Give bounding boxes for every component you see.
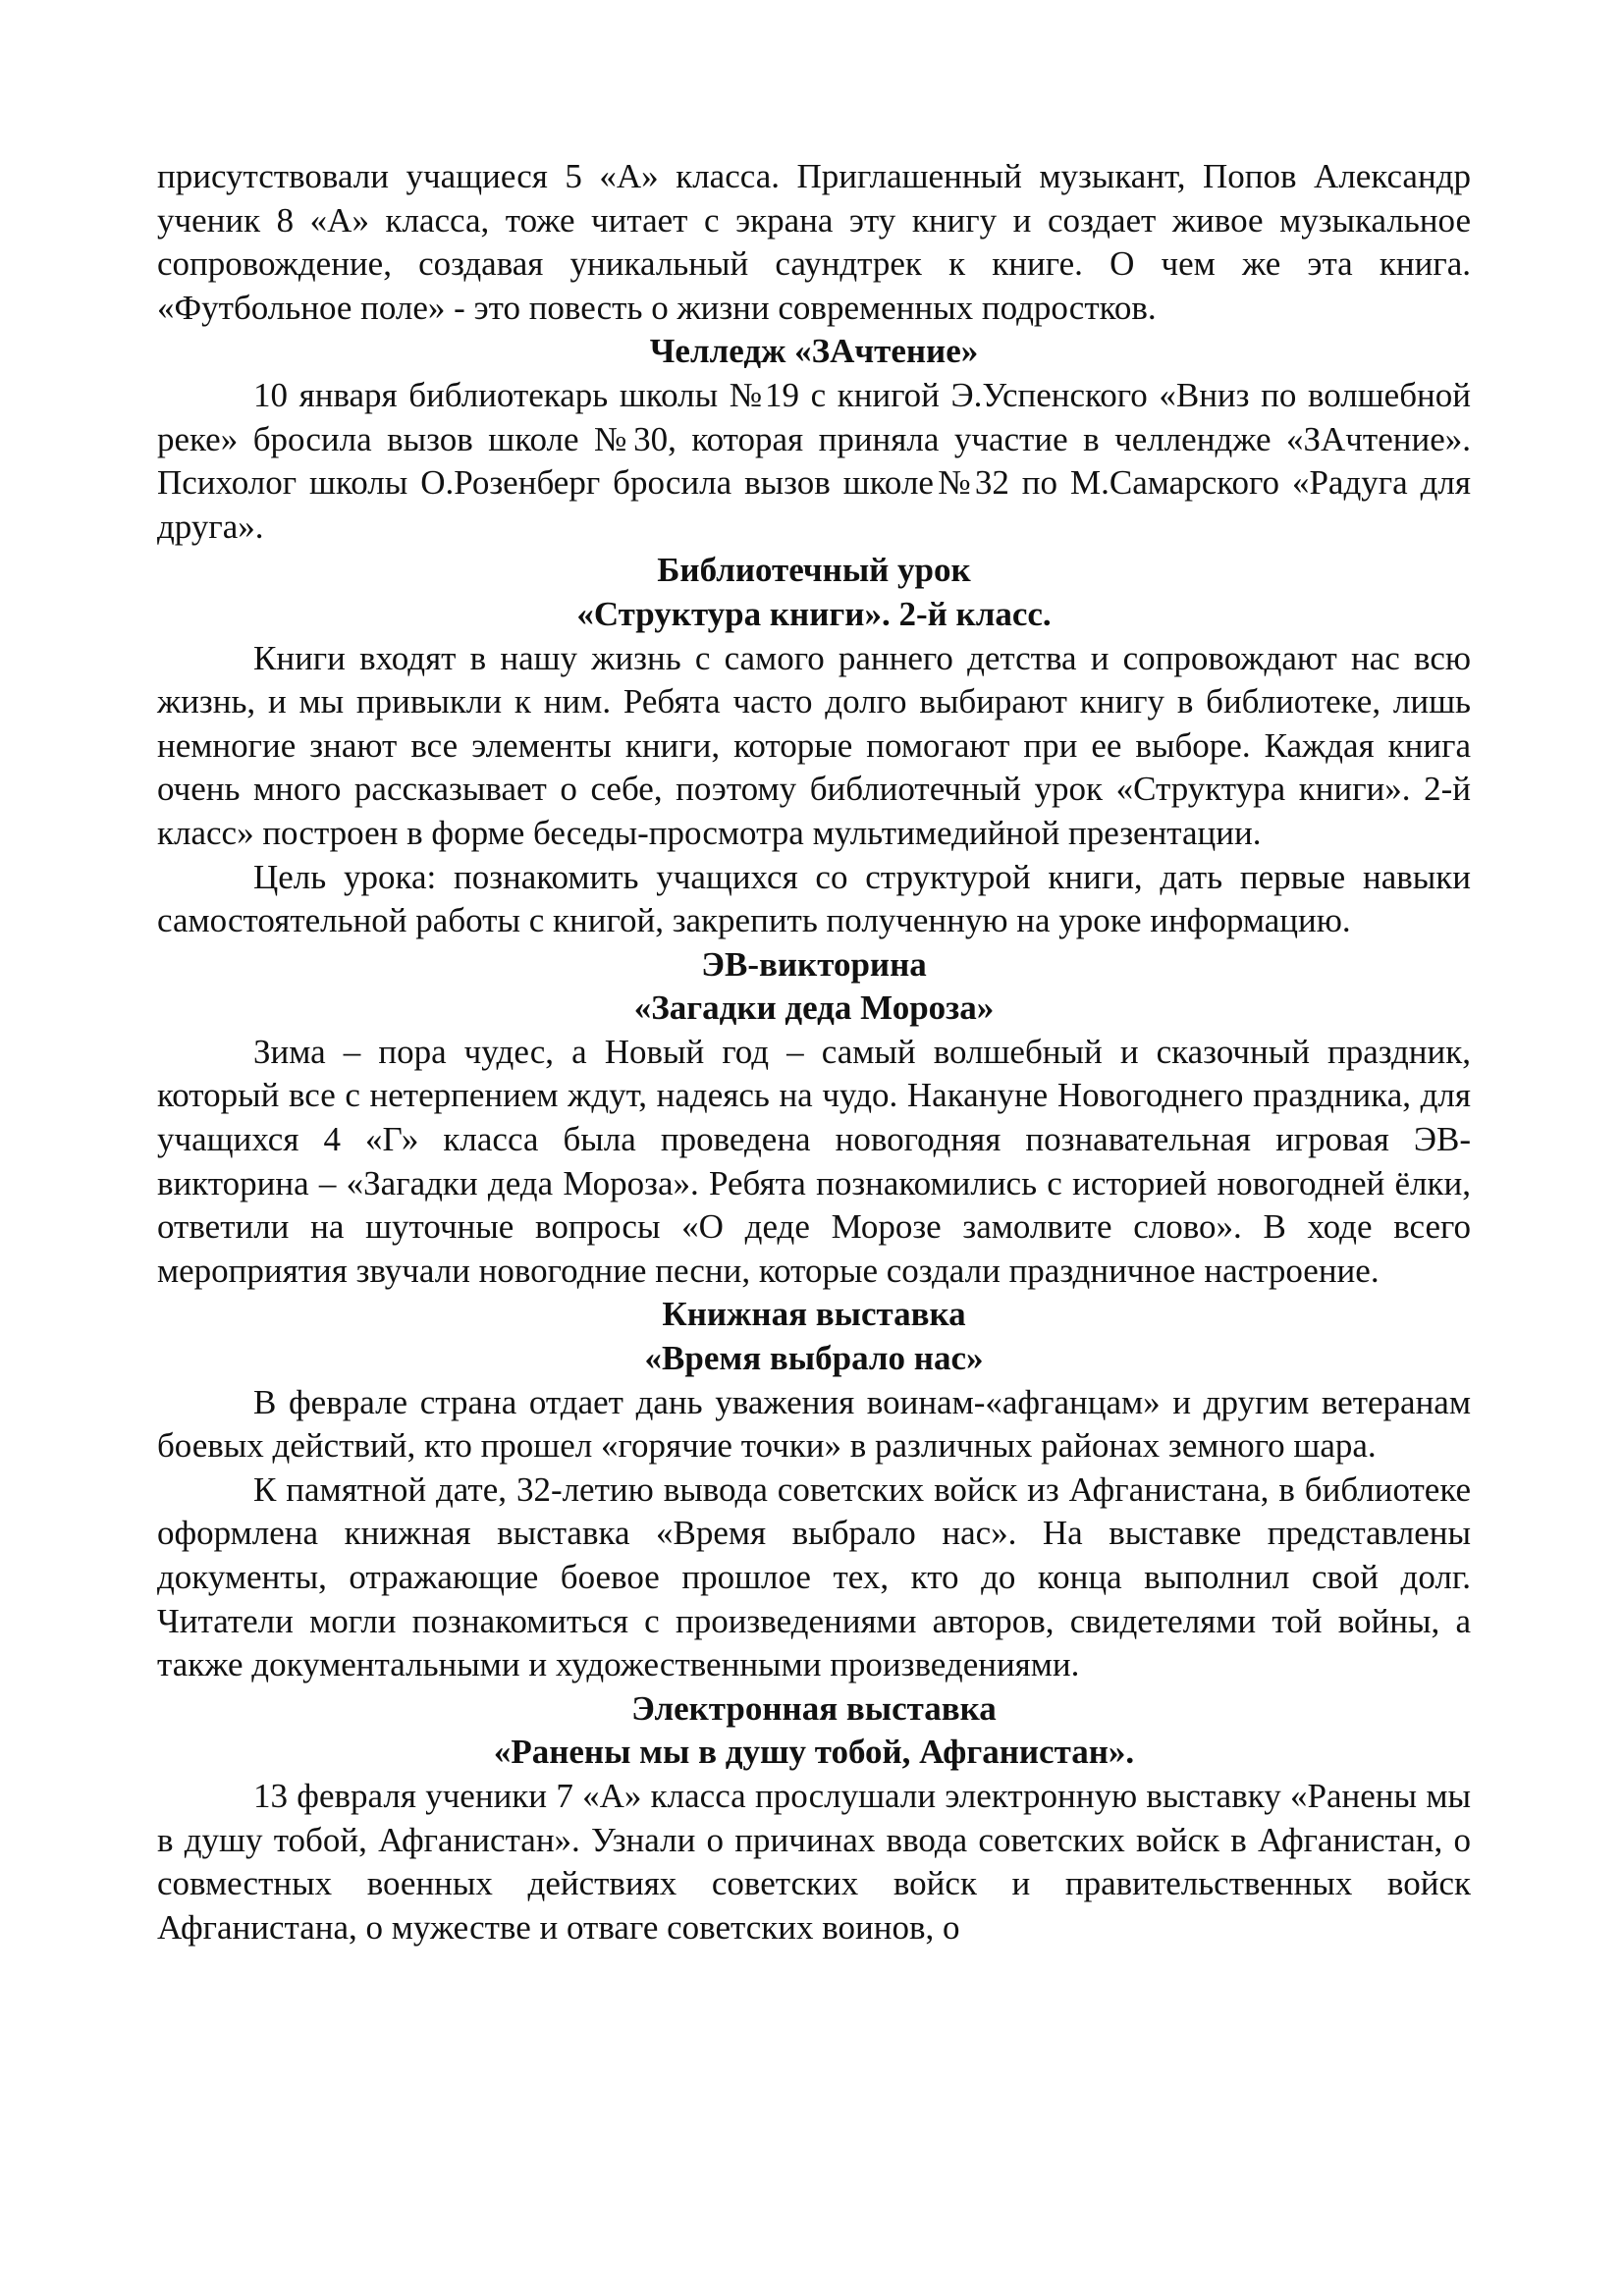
heading-library-lesson: Библиотечный урок — [657, 551, 971, 590]
heading-book-structure: «Структура книги». 2-й класс. — [576, 594, 1052, 633]
paragraph-february: В феврале страна отдает дань уважения воинам-«афганцам» и другим ветеранам боевых действий, кто прошел «горячие точки» в различных районах земного шара. — [157, 1382, 1471, 1466]
heading-e-exhibition-title: «Ранены мы в душу тобой, Афганистан». — [493, 1733, 1135, 1772]
heading-quiz-title: «Загадки деда Мороза» — [633, 988, 995, 1028]
paragraph-challenge: 10 января библиотекарь школы №19 с книгой Э.Успенского «Вниз по волшебной реке» бросила вызов школе №30, которая приняла участие в челлендже «ЗАчтение». Психолог школы О.Розенберг бросила вызов школе№32 по М.Самарского «Радуга для друга». — [157, 375, 1471, 546]
paragraph-book-structure: Книги входят в нашу жизнь с самого раннего детства и сопровождают нас всю жизнь, и мы привыкли к ним. Ребята часто долго выбирают книгу в библиотеке, лишь немногие знают все элементы книги, которые помогают при ее выборе. Каждая книга очень много рассказывает о себе, поэтому библиотечный урок «Структура книги». 2-й класс» построен в форме беседы-просмотра мультимедийной презентации. — [157, 638, 1471, 852]
paragraph-lesson-goal: Цель урока: познакомить учащихся со структурой книги, дать первые навыки самостоятельной работы с книгой, закрепить полученную на уроке информацию. — [157, 857, 1471, 940]
paragraph-memorial-date: К памятной дате, 32-летию вывода советских войск из Афганистана, в библиотеке оформлена книжная выставка «Время выбрало нас». На выставке представлены документы, отражающие боевое прошлое тех, кто до конца выполнил свой долг. Читатели могли познакомиться с произведениями авторов, свидетелями той войны, а также документальными и художественными произведениями. — [157, 1469, 1471, 1684]
heading-quiz: ЭВ-викторина — [701, 944, 927, 984]
paragraph-quiz: Зима – пора чудес, а Новый год – самый волшебный и сказочный праздник, который все с нетерпением ждут, надеясь на чудо. Накануне Новогоднего праздника, для учащихся 4 «Г» класса была проведена новогодняя познавательная игровая ЭВ-викторина – «Загадки деда Мороза». Ребята познакомились с историей новогодней ёлки, ответили на шуточные вопросы «О деде Морозе замолвите слово». В ходе всего мероприятия звучали новогодние песни, которые создали праздничное настроение. — [157, 1032, 1471, 1290]
heading-book-exhibition-title: «Время выбрало нас» — [644, 1339, 984, 1378]
heading-book-exhibition: Книжная выставка — [662, 1295, 966, 1334]
paragraph-e-exhibition: 13 февраля ученики 7 «А» класса прослушали электронную выставку «Ранены мы в душу тобой, Афганистан». Узнали о причинах ввода советских войск в Афганистан, о совместных военных действиях советских войск и правительственных войск Афганистана, о мужестве и отваге советских воинов, о — [157, 1776, 1471, 1947]
heading-challenge: Челледж «ЗАчтение» — [649, 332, 979, 371]
document-page — [157, 155, 1471, 1949]
paragraph-intro: присутствовали учащиеся 5 «А» класса. Приглашенный музыкант, Попов Александр ученик 8 «А» класса, тоже читает с экрана эту книгу и создает живое музыкальное сопровождение, создавая уникальный саундтрек к книге. О чем же эта книга. «Футбольное поле» - это повесть о жизни современных подростков. — [157, 157, 1471, 327]
heading-e-exhibition: Электронная выставка — [631, 1688, 997, 1728]
